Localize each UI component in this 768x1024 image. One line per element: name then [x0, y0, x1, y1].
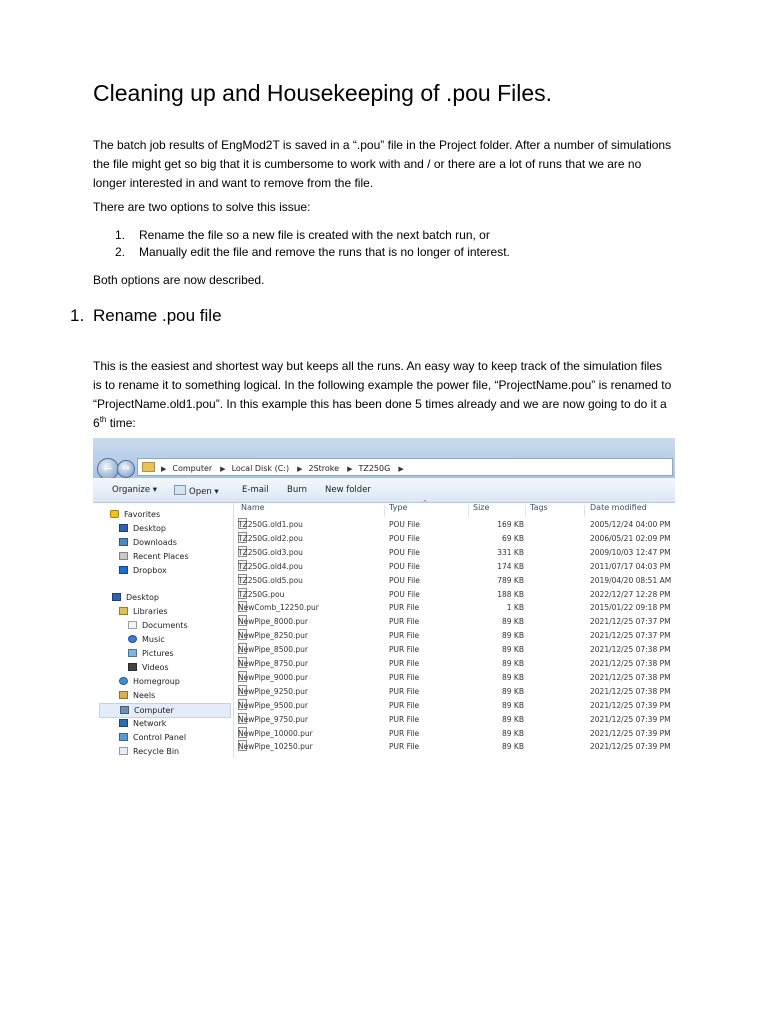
- file-row[interactable]: [234, 685, 675, 698]
- column-divider[interactable]: [384, 505, 385, 517]
- file-name: TZ250G.old2.pou: [238, 533, 303, 543]
- file-type: POU File: [389, 533, 420, 543]
- column-header-name[interactable]: Name: [241, 503, 265, 512]
- nav-item-computer[interactable]: [99, 703, 231, 718]
- address-breadcrumb[interactable]: [137, 458, 673, 476]
- rename-paragraph: [93, 357, 673, 433]
- file-row[interactable]: [234, 727, 675, 740]
- nav-item-control-panel[interactable]: [119, 731, 186, 744]
- nav-item-videos[interactable]: [128, 661, 169, 674]
- file-date-modified: 2021/12/25 07:39 PM: [590, 700, 671, 710]
- nav-item-network[interactable]: [119, 717, 166, 730]
- file-name: TZ250G.old3.pou: [238, 547, 303, 557]
- file-name: NewComb_12250.pur: [238, 603, 319, 613]
- column-header-type[interactable]: Type: [389, 503, 408, 512]
- nav-item-label: Control Panel: [133, 733, 187, 742]
- option-text: Rename the file so a new file is created with the next batch run, or: [139, 228, 490, 242]
- file-size: 89 KB: [502, 714, 524, 724]
- breadcrumb-tz250g[interactable]: TZ250G: [358, 464, 391, 473]
- rename-paragraph-text: This is the easiest and shortest way but keeps all the runs. An easy way to keep track of the simulation files is to rename it to something logical. In the following example the power file, “ProjectName.pou” is renamed to “ProjectName.old1.pou”. In this example this has been done 5 times already and we are now going to do it a 6: [93, 359, 672, 430]
- nav-item-label: Dropbox: [133, 566, 167, 575]
- open-button[interactable]: [174, 485, 219, 497]
- nav-item-recent-places[interactable]: [119, 550, 189, 563]
- file-row[interactable]: [234, 574, 675, 587]
- nav-item-label: Videos: [142, 663, 169, 672]
- file-type: PUR File: [389, 714, 420, 724]
- column-divider[interactable]: [468, 505, 469, 517]
- file-size: 89 KB: [502, 672, 524, 682]
- file-name: NewPipe_8250.pur: [238, 631, 308, 641]
- file-name: TZ250G.old5.pou: [238, 575, 303, 585]
- videos-icon: [128, 663, 137, 671]
- star-icon: [110, 510, 119, 518]
- file-type: PUR File: [389, 631, 420, 641]
- music-icon: [128, 635, 137, 643]
- recent-places-icon: [119, 552, 128, 560]
- file-type: POU File: [389, 589, 420, 599]
- file-size: 174 KB: [497, 561, 524, 571]
- file-type: PUR File: [389, 742, 420, 752]
- open-button-label: Open ▾: [189, 487, 219, 497]
- chevron-right-icon: ▶: [347, 465, 353, 473]
- chevron-right-icon: ▶: [398, 465, 404, 473]
- file-name: TZ250G.old1.pou: [238, 520, 303, 529]
- nav-item-documents[interactable]: [128, 619, 188, 632]
- file-type: POU File: [389, 520, 420, 529]
- nav-item-label: Favorites: [124, 510, 161, 519]
- file-type: PUR File: [389, 686, 420, 696]
- column-header-date-modified[interactable]: Date modified: [590, 503, 647, 512]
- file-row[interactable]: [234, 643, 675, 656]
- nav-item-label: Downloads: [133, 538, 177, 547]
- section-heading: [70, 306, 222, 326]
- options-intro: There are two options to solve this issue:: [93, 200, 311, 214]
- forward-button[interactable]: →: [117, 460, 135, 478]
- nav-item-label: Network: [133, 719, 167, 728]
- nav-item-label: Computer: [134, 706, 174, 715]
- nav-item-label: Desktop: [133, 524, 166, 533]
- nav-item-label: Documents: [142, 621, 188, 630]
- file-date-modified: 2006/05/21 02:09 PM: [590, 533, 671, 543]
- nav-item-label: Libraries: [133, 607, 168, 616]
- explorer-screenshot: [93, 438, 675, 758]
- dropbox-icon: [119, 566, 128, 574]
- option-number: 2.: [115, 245, 126, 259]
- file-row[interactable]: [234, 699, 675, 712]
- file-row[interactable]: [234, 588, 675, 601]
- file-type: PUR File: [389, 672, 420, 682]
- file-size: 89 KB: [502, 631, 524, 641]
- file-date-modified: 2021/12/25 07:38 PM: [590, 645, 671, 655]
- file-type: PUR File: [389, 645, 420, 655]
- nav-item-desktop-root[interactable]: [112, 591, 159, 604]
- file-size: 89 KB: [502, 742, 524, 752]
- nav-item-label: Pictures: [142, 649, 174, 658]
- file-row[interactable]: [234, 601, 675, 614]
- file-size: 69 KB: [502, 533, 524, 543]
- nav-item-favorites[interactable]: [110, 508, 160, 521]
- file-row[interactable]: [234, 518, 675, 531]
- control-panel-icon: [119, 733, 128, 741]
- desktop-icon: [119, 524, 128, 532]
- file-name: NewPipe_8750.pur: [238, 659, 308, 668]
- nav-item-pictures[interactable]: [128, 647, 174, 660]
- file-date-modified: 2015/01/22 09:18 PM: [590, 603, 671, 613]
- file-row[interactable]: [234, 560, 675, 573]
- option-item: [115, 226, 490, 244]
- section-number: 1.: [70, 306, 85, 325]
- options-summary: Both options are now described.: [93, 273, 265, 287]
- file-date-modified: 2009/10/03 12:47 PM: [590, 547, 671, 557]
- chevron-right-icon: ▶: [297, 465, 303, 473]
- file-date-modified: 2022/12/27 12:28 PM: [590, 589, 671, 599]
- section-title: Rename .pou file: [93, 306, 222, 325]
- file-name: NewPipe_10000.pur: [238, 728, 313, 738]
- file-size: 89 KB: [502, 700, 524, 710]
- file-type: PUR File: [389, 617, 420, 627]
- nav-item-recycle-bin[interactable]: [119, 745, 179, 758]
- file-name: TZ250G.old4.pou: [238, 561, 303, 571]
- breadcrumb-local-disk[interactable]: Local Disk (C:): [231, 464, 290, 473]
- nav-item-libraries[interactable]: [119, 605, 168, 618]
- file-row[interactable]: [234, 657, 675, 670]
- file-size: 89 KB: [502, 728, 524, 738]
- breadcrumb-2stroke[interactable]: 2Stroke: [308, 464, 340, 473]
- nav-item-dropbox[interactable]: [119, 564, 167, 577]
- option-number: 1.: [115, 228, 126, 242]
- file-list: [234, 499, 675, 758]
- file-name: NewPipe_9250.pur: [238, 686, 308, 696]
- file-row[interactable]: [234, 615, 675, 628]
- file-date-modified: 2021/12/25 07:38 PM: [590, 672, 671, 682]
- nav-item-homegroup[interactable]: [119, 675, 180, 688]
- document-title: Cleaning up and Housekeeping of .pou Files.: [93, 80, 553, 106]
- file-size: 331 KB: [497, 547, 524, 557]
- folder-icon: [142, 462, 155, 472]
- nav-item-music[interactable]: [128, 633, 165, 646]
- downloads-icon: [119, 538, 128, 546]
- column-header-tags[interactable]: Tags: [530, 503, 548, 512]
- file-date-modified: 2021/12/25 07:39 PM: [590, 742, 671, 752]
- ordinal-suffix: th: [99, 415, 107, 424]
- chevron-right-icon: ▶: [161, 465, 167, 473]
- option-text: Manually edit the file and remove the runs that is no longer of interest.: [139, 245, 510, 259]
- file-name: NewPipe_9750.pur: [238, 714, 308, 724]
- file-date-modified: 2021/12/25 07:37 PM: [590, 617, 671, 627]
- file-row[interactable]: [234, 532, 675, 545]
- burn-button[interactable]: Burn: [287, 485, 307, 495]
- nav-item-label: Neels: [133, 691, 156, 700]
- file-type: POU File: [389, 575, 420, 585]
- file-row[interactable]: [234, 546, 675, 559]
- network-icon: [119, 719, 128, 727]
- option-item: [115, 243, 510, 261]
- rename-paragraph-end: time:: [106, 416, 136, 430]
- nav-item-label: Recycle Bin: [133, 747, 180, 756]
- nav-item-desktop[interactable]: [119, 522, 166, 535]
- libraries-icon: [119, 607, 128, 615]
- explorer-toolbar: [93, 478, 675, 503]
- sort-arrow-icon: ⌃: [422, 499, 428, 507]
- chevron-right-icon: ▶: [220, 465, 226, 473]
- homegroup-icon: [119, 677, 128, 685]
- file-name: NewPipe_8500.pur: [238, 645, 308, 655]
- file-name: TZ250G.pou: [238, 589, 285, 599]
- nav-item-label: Desktop: [126, 593, 159, 602]
- column-divider[interactable]: [584, 505, 585, 517]
- intro-paragraph: The batch job results of EngMod2T is saved in a “.pou” file in the Project folder. After a number of simulations the file might get so big that it is cumbersome to work with and / or there are a lot of runs that we are no longer interested in and want to remove from the file.: [93, 138, 672, 190]
- column-divider[interactable]: [525, 505, 526, 517]
- file-type: POU File: [389, 547, 420, 557]
- nav-item-label: Recent Places: [133, 552, 189, 561]
- file-size: 169 KB: [497, 520, 524, 529]
- file-size: 1 KB: [506, 603, 524, 613]
- desktop-icon: [112, 593, 121, 601]
- pictures-icon: [128, 649, 137, 657]
- address-bar-area: [93, 438, 675, 478]
- computer-icon: [120, 706, 129, 714]
- file-date-modified: 2021/12/25 07:37 PM: [590, 631, 671, 641]
- file-row[interactable]: [234, 671, 675, 684]
- file-date-modified: 2021/12/25 07:38 PM: [590, 686, 671, 696]
- file-date-modified: 2019/04/20 08:51 AM: [590, 575, 672, 585]
- new-folder-button[interactable]: New folder: [325, 485, 371, 495]
- open-icon: [174, 485, 186, 495]
- nav-item-label: Music: [142, 635, 165, 644]
- file-date-modified: 2021/12/25 07:39 PM: [590, 714, 671, 724]
- nav-item-label: Homegroup: [133, 677, 180, 686]
- file-size: 89 KB: [502, 617, 524, 627]
- file-date-modified: 2021/12/25 07:38 PM: [590, 659, 671, 668]
- file-type: POU File: [389, 561, 420, 571]
- file-name: NewPipe_9000.pur: [238, 672, 308, 682]
- file-row[interactable]: [234, 629, 675, 642]
- user-folder-icon: [119, 691, 128, 699]
- file-type: PUR File: [389, 728, 420, 738]
- nav-item-neels[interactable]: [119, 689, 155, 702]
- file-date-modified: 2021/12/25 07:39 PM: [590, 728, 671, 738]
- file-name: NewPipe_9500.pur: [238, 700, 308, 710]
- recycle-bin-icon: [119, 747, 128, 755]
- file-name: NewPipe_8000.pur: [238, 617, 308, 627]
- column-header-size[interactable]: Size: [473, 503, 490, 512]
- file-size: 789 KB: [497, 575, 524, 585]
- file-type: PUR File: [389, 659, 420, 668]
- email-button[interactable]: E-mail: [242, 485, 269, 495]
- file-row[interactable]: [234, 740, 675, 753]
- breadcrumb-computer[interactable]: Computer: [172, 464, 213, 473]
- back-button[interactable]: ←: [97, 458, 119, 480]
- navigation-pane: [93, 503, 234, 758]
- documents-icon: [128, 621, 137, 629]
- file-type: PUR File: [389, 603, 420, 613]
- file-date-modified: 2005/12/24 04:00 PM: [590, 520, 671, 529]
- file-size: 188 KB: [497, 589, 524, 599]
- file-size: 89 KB: [502, 659, 524, 668]
- file-type: PUR File: [389, 700, 420, 710]
- organize-button[interactable]: Organize ▾: [112, 485, 158, 495]
- file-date-modified: 2011/07/17 04:03 PM: [590, 561, 671, 571]
- file-size: 89 KB: [502, 645, 524, 655]
- file-row[interactable]: [234, 713, 675, 726]
- nav-item-downloads[interactable]: [119, 536, 177, 549]
- file-size: 89 KB: [502, 686, 524, 696]
- file-name: NewPipe_10250.pur: [238, 742, 313, 752]
